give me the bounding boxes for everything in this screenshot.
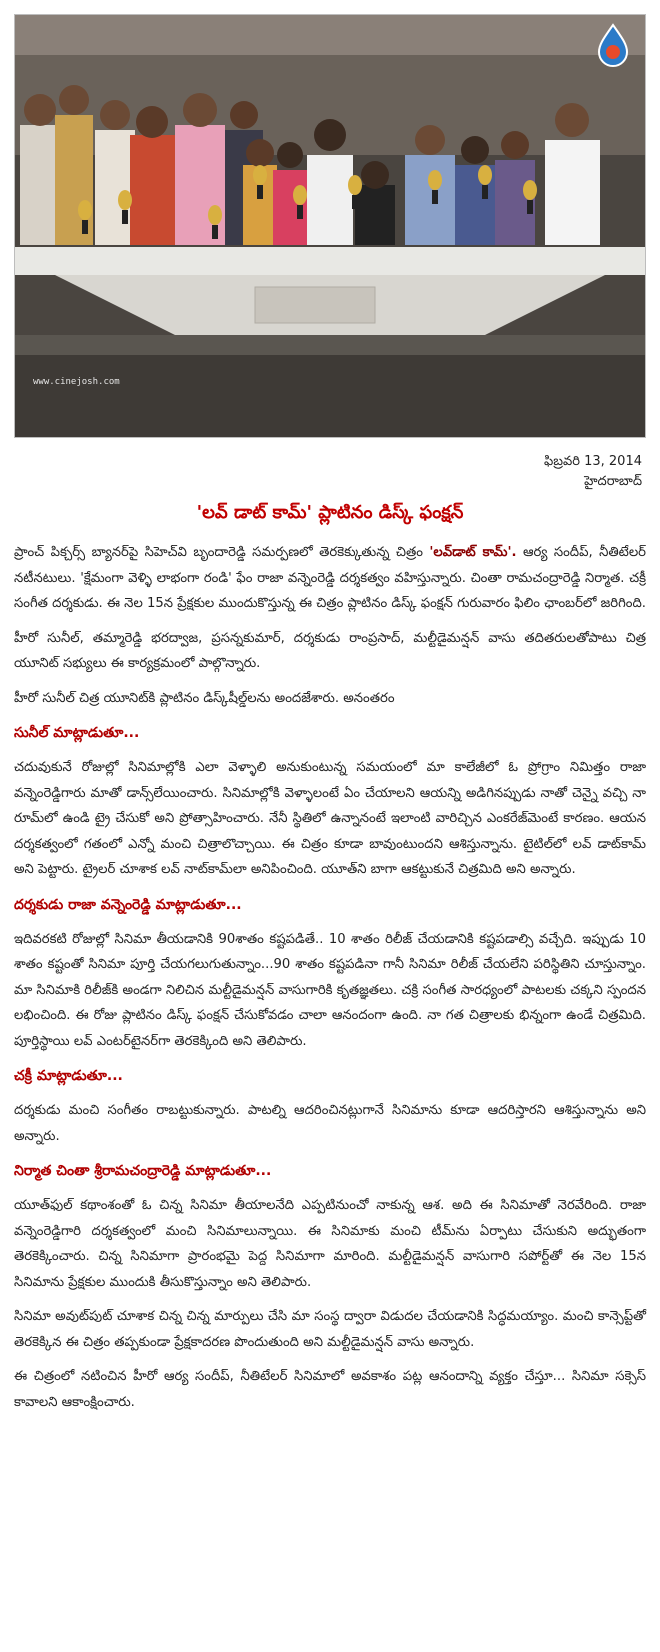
paragraph-guests: హీరో సునీల్, తమ్మారెడ్డి భరద్వాజ, ప్రసన్నకుమార్, దర్శకుడు రాంప్రసాద్, మల్టీడైమన్షన్ వాసు తదితరులతోపాటు చిత్ర యూనిట్ సభ్యులు ఈ కార్యక్రమంలో పాల్గొన్నారు. [14,630,646,671]
paragraph-cast: ఈ చిత్రంలో నటించిన హీరో ఆర్య సందీప్, నీతిటేలర్ సినిమాలో అవకాశం పట్ల ఆనందాన్ని వ్యక్తం చేస్తూ... సినిమా సక్సెస్ కావాలని ఆకాంక్షించారు. [14,1369,646,1410]
photo-watermark: www.cinejosh.com [33,377,120,387]
subheading-producer: నిర్మాత చింతా శ్రీరామచంద్రారెడ్డి మాట్లాడుతూ... [14,1163,272,1179]
article-headline: 'లవ్ డాట్ కామ్' ప్లాటినం డిస్క్ ఫంక్షన్ [196,502,464,523]
paragraph-release: సినిమా అవుట్‌పుట్ చూశాక చిన్న చిన్న మార్పులు చేసి మా సంస్థ ద్వారా విడుదల చేయడానికి సిద్ధమయ్యాం. మంచి కాన్సెప్ట్‌తో తెరకెక్కిన ఈ చిత్రం తప్పకుండా ప్రేక్షకాదరణ పొందుతుంది అని మల్టీడైమన్షన్ వాసు అన్నారు. [14,1309,646,1350]
event-photo-illustration [15,15,645,437]
intro-text-end: ఆర్య సందీప్, నీతిటేలర్ నటీనటులు. 'క్షేమంగా వెళ్ళి లాభంగా రండి' ఫేం రాజా వన్నెంరెడ్డి దర్శకత్వం వహిస్తున్నారు. చింతా రామచంద్రారెడ్డి నిర్మాత. చక్రీ సంగీత దర్శకుడు. ఈ నెల 15న ప్రేక్షకుల ముందుకొస్తున్న ఈ చిత్రం ప్లాటినం డిస్క్ ఫంక్షన్ గురువారం ఫిలిం ఛాంబర్‌లో జరిగింది. [14,545,646,611]
subheading-chakri: చక్రీ మాట్లాడుతూ... [14,1068,123,1084]
paragraph-director: ఇదివరకటి రోజుల్లో సినిమా తీయడానికి 90శాతం కష్టపడితే.. 10 శాతం రిలీజ్ చేయడానికి కష్టపడాల్సి వచ్చేది. ఇప్పుడు 10 శాతం కష్టంతో సినిమా పూర్తి చేయగలుగుతున్నాం...90 శాతం కష్టపడినా గానీ సినిమా రిలీజ్ చేయలేని పరిస్థితిని చూస్తున్నాం. మా సినిమాకి రిలీజ్‌కి అండగా నిలిచిన మల్టీడైమన్షన్ వాసుగారికి కృతజ్ఞతలు. చక్రి సంగీత సారధ్యంలో పాటలకు చక్కని స్పందన లభించింది. ఈ రోజు ప్లాటినం డిస్క్ ఫంక్షన్ చేసుకోవడం చాలా ఆనందంగా ఉంది. నా గత చిత్రాలకు భిన్నంగా ఉండే చిత్రమిది. పూర్తిస్థాయి లవ్ ఎంటర్‌టైనర్‌గా తెరకెక్కింది అని తెలిపారు. [14,931,646,1049]
article-body [14,540,646,1424]
article-meta [544,452,642,492]
event-photo [14,14,646,438]
subheading-sunil: సునీల్ మాట్లాడుతూ... [14,725,140,741]
table-top [15,247,645,275]
subheading-director: దర్శకుడు రాజా వన్నెంరెడ్డి మాట్లాడుతూ... [14,896,242,913]
article-city: హైదరాబాద్ [584,474,642,489]
paragraph-sunil: చదువుకునే రోజుల్లో సినిమాల్లోకి ఎలా వెళ్ళాలి అనుకుంటున్న సమయంలో మా కాలేజీలో ఓ ప్రోగ్రాం నిమిత్తం రాజా వన్నెంరెడ్డిగారు మాతో డాన్స్‌లేయించారు. సినిమాల్లోకి వెళ్ళాలంటే ఏం చేయాలని ఆయన్ని అడిగినప్పుడు నాతో చెన్నై వచ్చి నా రూమ్‌లో ఉండి ట్రై చేసుకో అని ప్రోత్సాహించారు. నేనీ స్థితిలో ఉన్నానంటే ఇలాంటి వారిచ్చిన ఎంకరేజ్‌మెంటే కారణం. ఆయన దర్శకత్వంలో గతంలో ఎన్నో మంచి చిత్రాలొచ్చాయి. ఈ చిత్రం కూడా బావుంటుందని ఆశిస్తున్నాను. టైటిల్‌లో లవ్ డాట్‌కామ్ అని పెట్టారు. ట్రైలర్ చూశాక లవ్ నాట్‌కామ్‌లా అనిపించింది. యూత్‌ని బాగా ఆకట్టుకునే చిత్రమిది అని అన్నారు. [14,760,646,877]
paragraph-chakri: దర్శకుడు మంచి సంగీతం రాబట్టుకున్నారు. పాటల్ని ఆదరించినట్లుగానే సినిమాను కూడా ఆదరిస్తారని ఆశిస్తున్నాను అని అన్నారు. [14,1103,646,1144]
intro-text-start: ప్రాంచ్ పిక్చర్స్ బ్యానర్‌పై సిహెచ్‌వి బృందారెడ్డి సమర్పణలో తెరకెక్కుతున్న చిత్రం [14,545,430,560]
drop-logo-icon [589,21,637,69]
movie-title-highlight: 'లవ్‌డాట్ కామ్'. [429,545,517,560]
paragraph-shield: హీరో సునీల్ చిత్ర యూనిట్‌కి ప్లాటినం డిస్క్‌షీల్డ్‌లను అందజేశారు. అనంతరం [14,690,395,706]
paragraph-producer: యూత్‌ఫుల్ కథాంశంతో ఓ చిన్న సినిమా తీయాలనేది ఎప్పటినుంచో నాకున్న ఆశ. అది ఈ సినిమాతో నెరవేరింది. రాజా వన్నెంరెడ్డిగారి దర్శకత్వంలో మంచి సినిమాలున్నాయి. ఈ సినిమాకు మంచి టీమ్‌ను ఏర్పాటు చేసుకుని అద్భుతంగా తెరకెక్కించారు. చిన్న సినిమాగా ప్రారంభమై పెద్ద సినిమాగా మారింది. మల్టీడైమన్షన్ వాసుగారి సపోర్ట్‌తో ఈ నెల 15న సినిమాను ప్రేక్షకుల ముందుకి తీసుకొస్తున్నాం అని తెలిపారు. [14,1198,646,1290]
paragraph-intro [14,540,646,617]
article-date: ఫిబ్రవరి 13, 2014 [544,454,642,469]
